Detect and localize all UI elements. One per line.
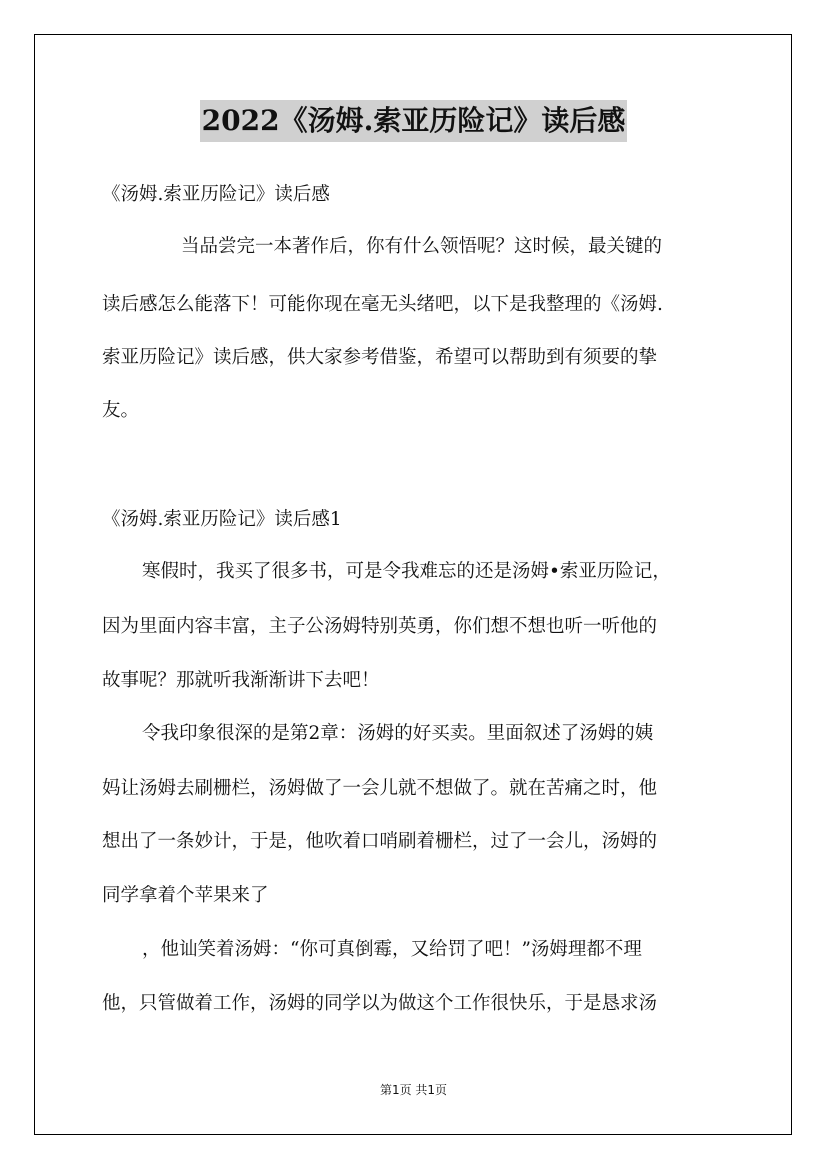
paragraph2-line-3: 想出了一条妙计，于是，他吹着口哨刷着栅栏，过了一会儿，汤姆的 bbox=[102, 831, 658, 852]
paragraph3-line-2: 他，只管做着工作，汤姆的同学以为做这个工作很快乐，于是恳求汤 bbox=[102, 993, 658, 1014]
paragraph2-line-4: 同学拿着个苹果来了 bbox=[102, 885, 269, 906]
section-heading: 《汤姆.索亚历险记》读后感1 bbox=[102, 509, 342, 530]
intro-line-4: 友。 bbox=[102, 400, 140, 421]
paragraph1-line-1: 寒假时，我买了很多书，可是令我难忘的还是汤姆•索亚历险记， bbox=[142, 561, 671, 582]
page-footer: 第1页 共1页 bbox=[379, 1083, 448, 1097]
paragraph3-line-1: ，他讪笑着汤姆：“你可真倒霉，又给罚了吧！”汤姆理都不理 bbox=[142, 939, 642, 960]
paragraph2-line-1: 令我印象很深的是第2章：汤姆的好买卖。里面叙述了汤姆的姨 bbox=[142, 723, 654, 744]
intro-line-3: 索亚历险记》读后感，供大家参考借鉴，希望可以帮助到有须要的挚 bbox=[102, 347, 658, 368]
intro-line-2: 读后感怎么能落下！可能你现在毫无头绪吧，以下是我整理的《汤姆. bbox=[102, 294, 663, 315]
paragraph1-line-3: 故事呢？那就听我渐渐讲下去吧！ bbox=[102, 670, 380, 691]
paragraph1-line-2: 因为里面内容丰富，主子公汤姆特别英勇，你们想不想也听一听他的 bbox=[102, 616, 658, 637]
document-title: 2022《汤姆.索亚历险记》读后感 bbox=[200, 100, 628, 142]
title-container bbox=[0, 100, 827, 142]
document-subtitle: 《汤姆.索亚历险记》读后感 bbox=[102, 184, 330, 205]
paragraph2-line-2: 妈让汤姆去刷栅栏，汤姆做了一会儿就不想做了。就在苦痛之时，他 bbox=[102, 778, 658, 799]
intro-line-1: 当品尝完一本著作后，你有什么领悟呢？这时候，最关键的 bbox=[181, 236, 663, 257]
